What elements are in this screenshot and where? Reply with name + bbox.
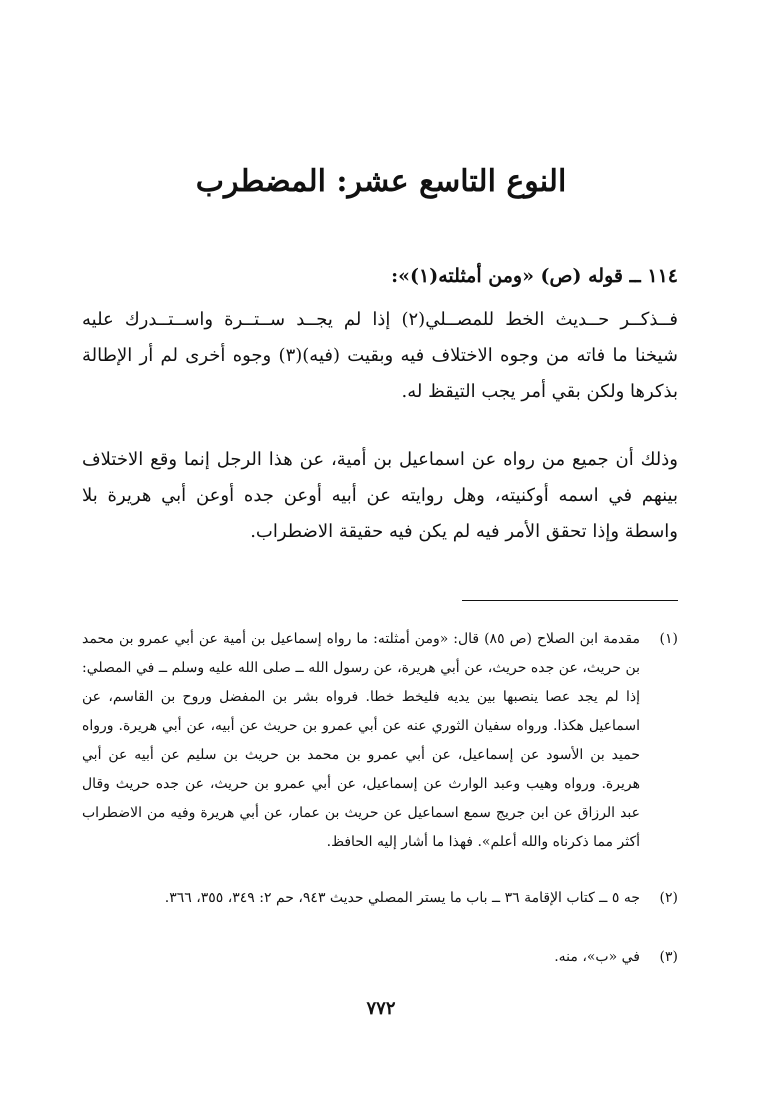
footnote-number: (٣): [659, 949, 678, 965]
section-heading: ١١٤ ــ قوله (ص) «ومن أمثلته(١)»:: [391, 265, 678, 287]
chapter-title: النوع التاسع عشر: المضطرب: [195, 164, 567, 199]
footnote-text: مقدمة ابن الصلاح (ص ٨٥) قال: «ومن أمثلته: ما رواه إسماعيل بن أمية عن أبي عمرو بن محمد بن حريث، عن جده حريث، عن أبي هريرة، عن رسول الله ــ صلى الله عليه وسلم ــ في المصلي: إذا لم يجد عصا ينصبها بين يديه فليخط خطا. فرواه بشر بن المفضل وروح بن القاسم، عن اسماعيل هكذا. ورواه سفيان الثوري عنه عن أبي عمرو بن حريث عن أبيه، عن أبي هريرة. ورواه حميد بن الأسود عن إسماعيل، عن أبي عمرو بن محمد بن حريث بن سليم عن أبيه عن أبي هريرة. ورواه وهيب وعبد الوارث عن إسماعيل، عن أبي عمرو بن حريث، عن جده حريث وقال عبد الرزاق عن ابن جريج سمع اسماعيل عن حريث بن عمار، عن أبي هريرة وفيه من الاضطراب أكثر مما ذكرناه والله أعلم». فهذا ما أشار إليه الحافظ.: [82, 631, 640, 850]
footnote-3: [82, 943, 678, 972]
page-number: ٧٧٢: [366, 998, 396, 1019]
footnote-1: [82, 625, 678, 857]
paragraph-2: وذلك أن جميع من رواه عن اسماعيل بن أمية، عن هذا الرجل إنما وقع الاختلاف بينهم في اسمه أوكنيته، وهل روايته عن أبيه أوعن جده أوعن أبي هريرة بلا واسطة وإذا تحقق الأمر فيه لم يكن فيه حقيقة الاضطراب.: [82, 449, 678, 542]
footnote-2: [82, 884, 678, 913]
paragraph-1: فــذكــر حــديث الخط للمصــلي(٢) إذا لم يجــد ســتــرة واســتــدرك عليه شيخنا ما فاته من وجوه الاختلاف فيه وبقيت (فيه)(٣) وجوه أخرى لم أر الإطالة بذكرها ولكن بقي أمر يجب التيقظ له.: [82, 309, 679, 402]
footnote-number: (٢): [659, 890, 678, 906]
footnote-text: جه ٥ ــ كتاب الإقامة ٣٦ ــ باب ما يستر المصلي حديث ٩٤٣، حم ٢: ٣٤٩، ٣٥٥، ٣٦٦.: [164, 890, 640, 906]
footnote-divider: [462, 600, 678, 601]
footnote-number: (١): [659, 631, 678, 647]
footnote-text: في «ب»، منه.: [554, 949, 640, 965]
